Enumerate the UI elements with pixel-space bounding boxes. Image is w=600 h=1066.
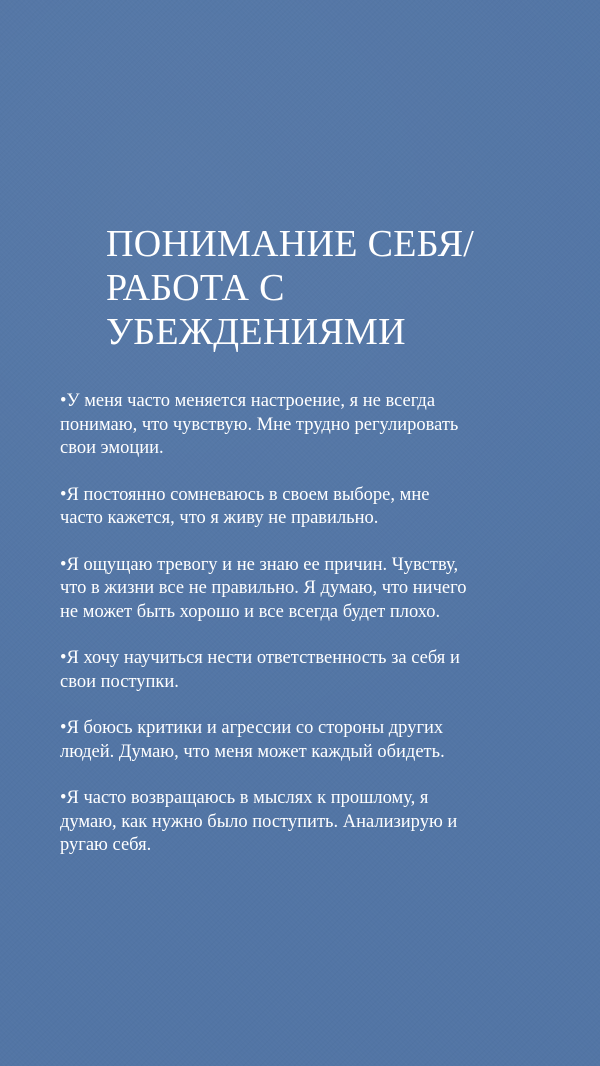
statement-line: думаю, как нужно было поступить. Анализирую и: [60, 811, 458, 832]
statement-line: •У меня часто меняется настроение, я не всегда: [60, 391, 436, 411]
title-line-2: РАБОТА С: [106, 267, 285, 309]
statement-criticism: [60, 717, 550, 764]
statement-line: не может быть хорошо и все всегда будет плохо.: [60, 601, 441, 622]
statement-line: •Я постоянно сомневаюсь в своем выборе, мне: [60, 484, 430, 505]
statement-line: •Я ощущаю тревогу и не знаю ее причин. Чувству,: [60, 554, 459, 575]
statement-list: [60, 390, 550, 881]
statement-responsibility: [60, 647, 550, 694]
statement-mood: [60, 390, 550, 461]
statement-line: людей. Думаю, что меня может каждый обидеть.: [60, 741, 445, 762]
statement-line: свои эмоции.: [60, 438, 164, 458]
title-line-3: УБЕЖДЕНИЯМИ: [106, 311, 406, 353]
statement-line: часто кажется, что я живу не правильно.: [60, 508, 379, 528]
statement-line: ругаю себя.: [60, 835, 152, 855]
statement-anxiety: [60, 554, 550, 625]
title-line-1: ПОНИМАНИЕ СЕБЯ/: [106, 223, 475, 265]
statement-line: понимаю, что чувствую. Мне трудно регулировать: [60, 414, 459, 435]
statement-line: •Я часто возвращаюсь в мыслях к прошлому, я: [60, 788, 429, 808]
statement-line: •Я боюсь критики и агрессии со стороны других: [60, 718, 444, 738]
statement-line: свои поступки.: [60, 671, 179, 692]
page-title: [106, 222, 546, 354]
statement-line: •Я хочу научиться нести ответственность за себя и: [60, 648, 460, 668]
statement-line: что в жизни все не правильно. Я думаю, что ничего: [60, 578, 467, 598]
statement-doubt: [60, 484, 550, 531]
statement-past: [60, 787, 550, 858]
